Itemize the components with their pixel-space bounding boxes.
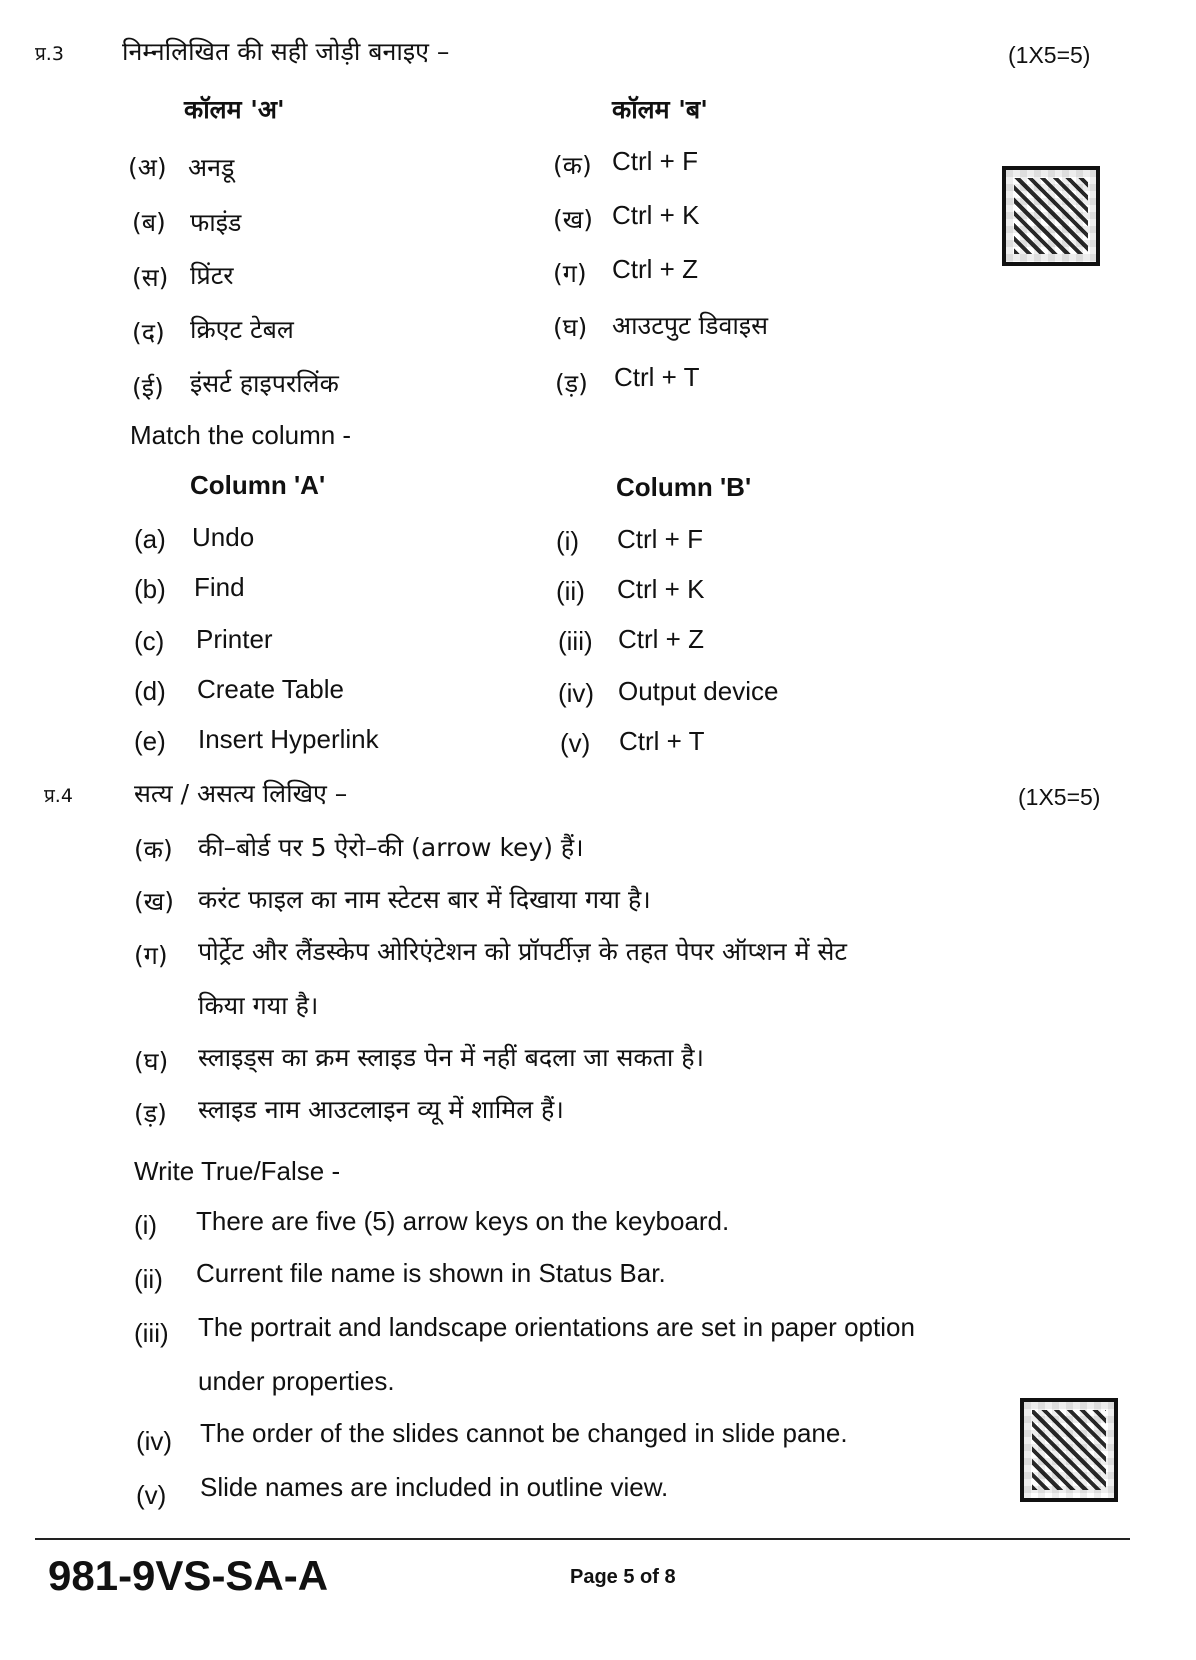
q4-hi-text: करंट फाइल का नाम स्टेटस बार में दिखाया गया है। <box>198 885 651 914</box>
q3-col-b-en: Column 'B' <box>616 472 752 502</box>
q3-en-b-label: (iv) <box>558 678 595 708</box>
q3-en-b-label: (v) <box>560 728 591 758</box>
q3-hi-b-label: (घ) <box>553 313 588 342</box>
q3-hi-a-label: (द) <box>132 318 165 347</box>
q3-hi-a-label: (अ) <box>128 153 167 182</box>
q3-hi-b-text: Ctrl + K <box>612 200 700 230</box>
q4-en-label: (ii) <box>134 1264 163 1294</box>
q3-hi-a-label: (स) <box>132 263 169 292</box>
q3-instruction-en: Match the column - <box>130 420 352 450</box>
q3-en-b-label: (ii) <box>556 576 585 606</box>
q3-hi-a-label: (ब) <box>132 208 166 237</box>
q4-hi-label: (घ) <box>134 1047 169 1076</box>
q3-en-b-text: Ctrl + K <box>617 574 705 604</box>
q3-en-a-text: Create Table <box>197 674 344 704</box>
q3-en-a-label: (e) <box>134 726 166 756</box>
q4-number: प्र.4 <box>44 785 73 807</box>
q4-en-text: There are five (5) arrow keys on the keyboard. <box>196 1206 730 1236</box>
q4-en-label: (iv) <box>136 1426 173 1456</box>
q4-marks: (1X5=5) <box>1018 784 1101 810</box>
q4-en-text: Current file name is shown in Status Bar. <box>196 1258 666 1288</box>
q3-hi-a-label: (ई) <box>132 373 164 402</box>
q4-hi-label: (ग) <box>134 941 168 970</box>
paper-code: 981-9VS-SA-A <box>48 1552 329 1599</box>
q3-hi-b-text: Ctrl + Z <box>612 254 698 284</box>
q3-number: प्र.3 <box>35 43 64 65</box>
q4-hi-text: की–बोर्ड पर 5 ऐरो–की (arrow key) हैं। <box>198 833 584 862</box>
q3-en-b-text: Ctrl + F <box>617 524 703 554</box>
q3-en-a-text: Printer <box>196 624 273 654</box>
q3-hi-b-text: Ctrl + T <box>614 362 700 392</box>
q4-en-text-continued: under properties. <box>198 1366 395 1396</box>
q4-instruction-en: Write True/False - <box>134 1156 341 1186</box>
q3-en-a-label: (b) <box>134 574 166 604</box>
q3-hi-b-label: (क) <box>553 151 592 180</box>
q3-en-a-text: Insert Hyperlink <box>198 724 379 754</box>
q3-hi-a-text: इंसर्ट हाइपरलिंक <box>190 369 339 398</box>
q3-en-b-label: (i) <box>556 526 580 556</box>
q3-en-b-text: Output device <box>618 676 779 706</box>
q3-en-a-label: (d) <box>134 676 166 706</box>
q3-marks: (1X5=5) <box>1008 42 1091 68</box>
q4-en-label: (v) <box>136 1480 167 1510</box>
q3-en-b-text: Ctrl + T <box>619 726 705 756</box>
q4-en-text: Slide names are included in outline view. <box>200 1472 669 1502</box>
page-number: Page 5 of 8 <box>570 1566 676 1588</box>
datamatrix-code-top-icon <box>1002 166 1100 266</box>
q4-instruction-hi: सत्य / असत्य लिखिए – <box>134 779 348 808</box>
q3-en-b-text: Ctrl + Z <box>618 624 704 654</box>
q3-en-a-label: (c) <box>134 626 165 656</box>
footer-divider <box>35 1538 1130 1540</box>
q4-hi-text: स्लाइड नाम आउटलाइन व्यू में शामिल हैं। <box>198 1095 564 1124</box>
q3-hi-a-text: प्रिंटर <box>190 261 234 290</box>
q4-hi-text: पोर्ट्रेट और लैंडस्केप ओरिएंटेशन को प्रॉपर्टीज़ के तहत पेपर ऑप्शन में सेट <box>198 937 848 966</box>
q4-hi-label: (ड़) <box>134 1099 167 1128</box>
q4-hi-label: (क) <box>134 835 173 864</box>
q4-hi-text: स्लाइड्स का क्रम स्लाइड पेन में नहीं बदला जा सकता है। <box>198 1043 705 1072</box>
q3-col-a-hi: कॉलम 'अ' <box>184 95 285 124</box>
q3-en-b-label: (iii) <box>558 626 593 656</box>
q3-en-a-text: Undo <box>192 522 255 552</box>
q3-en-a-text: Find <box>194 572 245 602</box>
q4-hi-label: (ख) <box>134 887 174 916</box>
q4-en-label: (i) <box>134 1210 158 1240</box>
q3-en-a-label: (a) <box>134 524 166 554</box>
q4-en-label: (iii) <box>134 1318 169 1348</box>
q3-instruction-hi: निम्नलिखित की सही जोड़ी बनाइए – <box>122 37 450 66</box>
q3-hi-b-text: Ctrl + F <box>612 146 698 176</box>
q3-hi-b-label: (ग) <box>553 259 587 288</box>
q3-col-b-hi: कॉलम 'ब' <box>612 95 708 124</box>
q3-col-a-en: Column 'A' <box>190 470 326 500</box>
q3-hi-a-text: फाइंड <box>190 208 242 237</box>
q3-hi-b-label: (ख) <box>553 205 593 234</box>
q4-hi-text-continued: किया गया है। <box>198 991 319 1020</box>
datamatrix-code-bottom-icon <box>1020 1398 1118 1502</box>
q4-en-text: The order of the slides cannot be changed in slide pane. <box>200 1418 848 1448</box>
q3-hi-a-text: अनडू <box>188 153 235 182</box>
q4-en-text: The portrait and landscape orientations are set in paper option <box>198 1312 915 1342</box>
q3-hi-b-text: आउटपुट डिवाइस <box>612 311 768 340</box>
q3-hi-b-label: (ड़) <box>555 369 588 398</box>
q3-hi-a-text: क्रिएट टेबल <box>190 315 294 344</box>
